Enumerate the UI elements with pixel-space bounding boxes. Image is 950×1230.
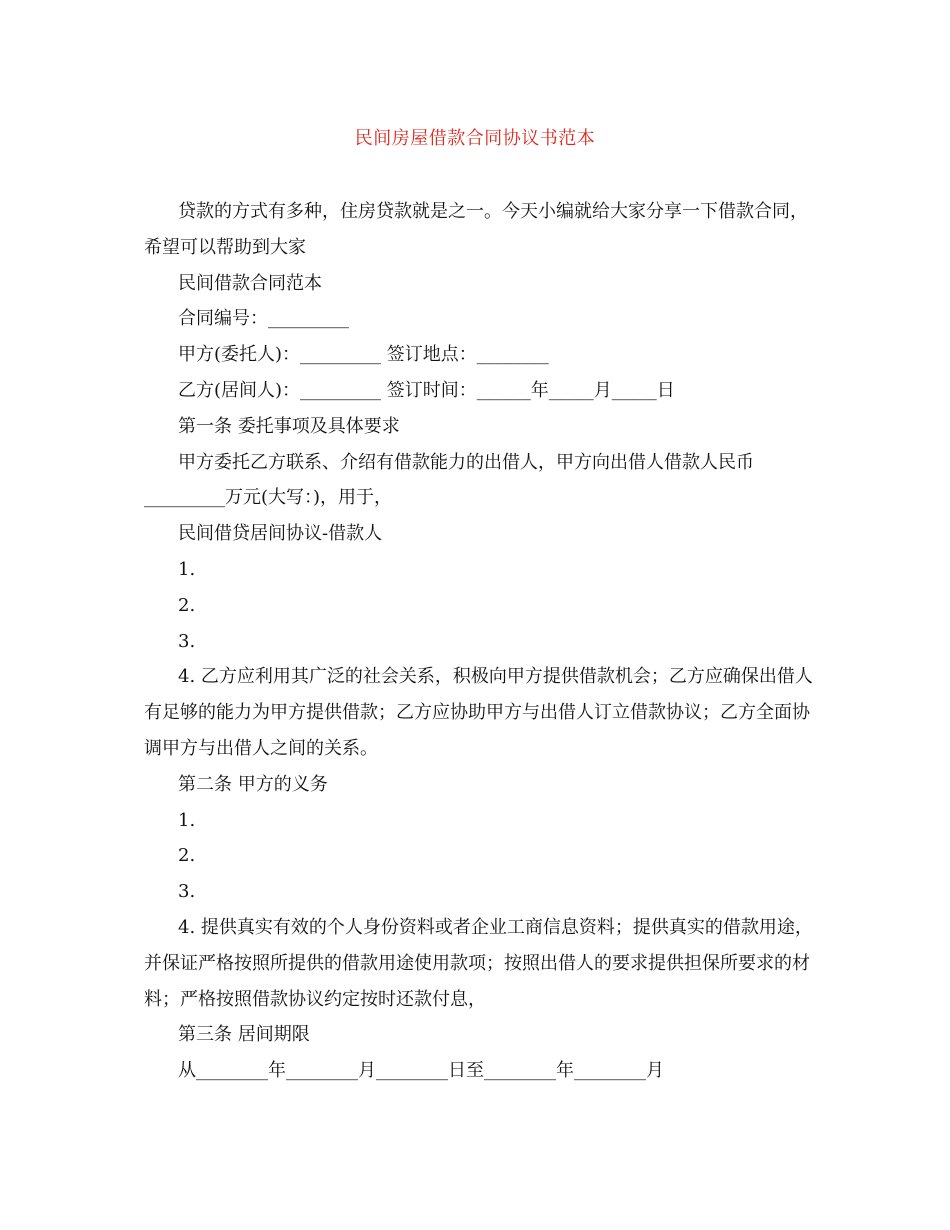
list-item: 2. xyxy=(178,845,196,867)
article-1-heading: 第一条 委托事项及具体要求 xyxy=(178,415,400,437)
list-item: 4. 乙方应利用其广泛的社会关系，积极向甲方提供借款机会；乙方应确保出借人有足够的能力为甲方提供借款；乙方应协助甲方与出借人订立借款协议；乙方全面协调甲方与出借人之间的关系。 xyxy=(144,666,813,759)
list-item: 1. xyxy=(178,809,196,831)
term-period-line: 从________年________月________日至________年________月 xyxy=(178,1060,664,1082)
agreement-subheading: 民间借贷居间协议-借款人 xyxy=(178,523,383,545)
party-b-line: 乙方(居间人)：_________ 签订时间：______年_____月_____日 xyxy=(178,379,675,401)
list-item: 2. xyxy=(178,594,196,616)
list-item: 3. xyxy=(178,881,196,903)
document-body xyxy=(144,194,818,1089)
contract-number-line: 合同编号：_________ xyxy=(178,308,349,330)
list-item: 4. 提供真实有效的个人身份资料或者企业工商信息资料；提供真实的借款用途，并保证严格按照所提供的借款用途使用款项；按照出借人的要求提供担保所要求的材料；严格按照借款协议约定按时还款付息， xyxy=(144,916,813,1010)
article-3-heading: 第三条 居间期限 xyxy=(178,1024,310,1046)
party-a-line: 甲方(委托人)：_________ 签订地点：________ xyxy=(178,344,549,366)
document-title: 民间房屋借款合同协议书范本 xyxy=(354,128,596,149)
contract-heading: 民间借款合同范本 xyxy=(178,272,322,294)
article-1-paragraph: 甲方委托乙方联系、介绍有借款能力的出借人，甲方向出借人借款人民币_________万元(大写：)，用于， xyxy=(144,451,754,509)
list-item: 3. xyxy=(178,630,196,652)
article-2-heading: 第二条 甲方的义务 xyxy=(178,773,328,795)
intro-paragraph: 贷款的方式有多种，住房贷款就是之一。今天小编就给大家分享一下借款合同，希望可以帮助到大家 xyxy=(144,201,808,258)
list-item: 1. xyxy=(178,558,196,580)
